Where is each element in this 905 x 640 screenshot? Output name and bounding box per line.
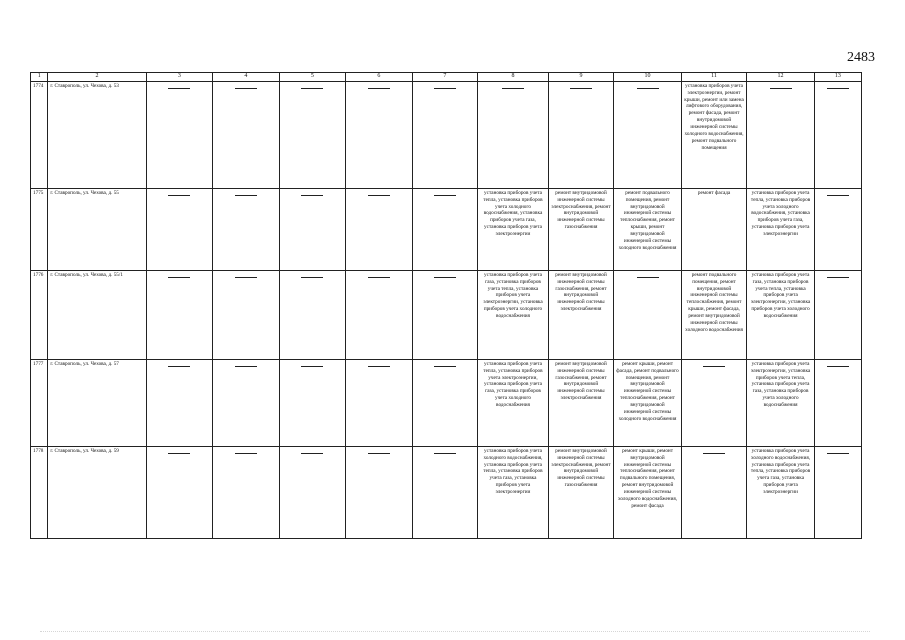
col-11-cell: ремонт фасада — [681, 188, 746, 270]
dash-mark — [168, 88, 190, 89]
table-row — [31, 188, 862, 270]
page-number: 2483 — [847, 50, 875, 65]
row-number: 1776 — [31, 270, 48, 359]
column-header: 8 — [478, 73, 549, 82]
col-8-cell: установка приборов учета тепла, установка приборов учета электроэнергии, установка приборов учета газа, установка приборов учета холодного водоснабжения — [478, 359, 549, 446]
column-header: 12 — [747, 73, 815, 82]
address-cell: г. Ставрополь, ул. Чехова, д. 55 — [48, 188, 146, 270]
address-cell: г. Ставрополь, ул. Чехова, д. 55/1 — [48, 270, 146, 359]
col-12-cell: установка приборов учета электроэнергии, установка приборов учета тепла, установка приборов учета газа, установка приборов учета холодного водоснабжения — [747, 359, 815, 446]
column-header: 7 — [412, 73, 477, 82]
dash-mark — [368, 453, 390, 454]
dash-mark — [827, 453, 849, 454]
register-table — [30, 72, 862, 539]
column-header: 11 — [681, 73, 746, 82]
column-header: 2 — [48, 73, 146, 82]
dash-mark — [434, 366, 456, 367]
dash-mark — [168, 195, 190, 196]
dash-mark — [301, 88, 323, 89]
dash-mark — [235, 453, 257, 454]
dash-mark — [827, 88, 849, 89]
col-5-cell — [279, 270, 346, 359]
col-3-cell — [146, 446, 213, 538]
col-7-cell — [412, 446, 477, 538]
col-10-cell: ремонт подвального помещения, ремонт внутридомовой инженерной системы теплоснабжения, ремонт крыши, ремонт внутридомовой инженерной системы холодного водоснабжения — [614, 188, 682, 270]
col-8-cell: установка приборов учета тепла, установка приборов учета холодного водоснабжения, установка приборов учета газа, установка приборов учета электроэнергии — [478, 188, 549, 270]
address-cell: г. Ставрополь, ул. Чехова, д. 59 — [48, 446, 146, 538]
column-header: 3 — [146, 73, 213, 82]
dash-mark — [235, 195, 257, 196]
dash-mark — [168, 277, 190, 278]
dash-mark — [235, 366, 257, 367]
dash-mark — [434, 88, 456, 89]
column-header: 13 — [814, 73, 861, 82]
col-7-cell — [412, 270, 477, 359]
dash-mark — [235, 88, 257, 89]
col-3-cell — [146, 81, 213, 188]
col-6-cell — [346, 188, 413, 270]
dash-mark — [637, 277, 659, 278]
column-header: 5 — [279, 73, 346, 82]
col-13-cell — [814, 188, 861, 270]
dash-mark — [703, 366, 725, 367]
col-10-cell: ремонт крыши, ремонт внутридомовой инженерной системы теплоснабжения, ремонт подвального помещения, ремонт внутридомовой инженерной системы холодного водоснабжения, ремонт фасада — [614, 446, 682, 538]
col-9-cell: ремонт внутридомовой инженерной системы электроснабжения, ремонт внутридомовой инженерной системы газоснабжения — [548, 446, 613, 538]
col-5-cell — [279, 81, 346, 188]
col-3-cell — [146, 270, 213, 359]
col-13-cell — [814, 81, 861, 188]
col-10-cell — [614, 270, 682, 359]
dash-mark — [434, 195, 456, 196]
row-number: 1778 — [31, 446, 48, 538]
col-4-cell — [213, 81, 280, 188]
dash-mark — [637, 88, 659, 89]
column-header: 6 — [346, 73, 413, 82]
dash-mark — [368, 277, 390, 278]
dash-mark — [301, 453, 323, 454]
col-11-cell — [681, 359, 746, 446]
address-cell: г. Ставрополь, ул. Чехова, д. 57 — [48, 359, 146, 446]
dash-mark — [301, 195, 323, 196]
column-header: 10 — [614, 73, 682, 82]
dash-mark — [368, 195, 390, 196]
dash-mark — [168, 366, 190, 367]
header-row — [31, 73, 862, 82]
row-number: 1775 — [31, 188, 48, 270]
col-4-cell — [213, 270, 280, 359]
col-12-cell: установка приборов учета газа, установка приборов учета тепла, установка приборов учета электроэнергии, установка приборов учета холодного водоснабжения — [747, 270, 815, 359]
col-7-cell — [412, 188, 477, 270]
col-10-cell: ремонт крыши, ремонт фасада, ремонт подвального помещения, ремонт внутридомовой инженерной системы теплоснабжения, ремонт внутридомовой инженерной системы холодного водоснабжения — [614, 359, 682, 446]
col-4-cell — [213, 359, 280, 446]
col-5-cell — [279, 359, 346, 446]
col-4-cell — [213, 188, 280, 270]
col-6-cell — [346, 446, 413, 538]
table-row — [31, 270, 862, 359]
table-row — [31, 359, 862, 446]
dash-mark — [301, 366, 323, 367]
dash-mark — [368, 88, 390, 89]
col-4-cell — [213, 446, 280, 538]
column-header: 1 — [31, 73, 48, 82]
column-header: 9 — [548, 73, 613, 82]
dash-mark — [770, 88, 792, 89]
table-row — [31, 81, 862, 188]
dash-mark — [703, 453, 725, 454]
col-11-cell: ремонт подвального помещения, ремонт внутридомовой инженерной системы теплоснабжения, ремонт крыши, ремонт фасада, ремонт внутридомовой инженерной системы холодного водоснабжения — [681, 270, 746, 359]
dash-mark — [235, 277, 257, 278]
col-8-cell — [478, 81, 549, 188]
col-8-cell: установка приборов учета газа, установка приборов учета тепла, установка приборов учета электроэнергии, установка приборов учета холодного водоснабжения — [478, 270, 549, 359]
dash-mark — [368, 366, 390, 367]
table-row — [31, 446, 862, 538]
col-9-cell: ремонт внутридомовой инженерной системы электроснабжения, ремонт внутридомовой инженерной системы газоснабжения — [548, 188, 613, 270]
col-13-cell — [814, 359, 861, 446]
col-5-cell — [279, 188, 346, 270]
col-9-cell: ремонт внутридомовой инженерной системы газоснабжения, ремонт внутридомовой инженерной системы электроснабжения — [548, 270, 613, 359]
row-number: 1777 — [31, 359, 48, 446]
col-12-cell — [747, 81, 815, 188]
dash-mark — [827, 195, 849, 196]
dash-mark — [827, 277, 849, 278]
col-6-cell — [346, 81, 413, 188]
dash-mark — [827, 366, 849, 367]
table-body — [31, 81, 862, 538]
col-5-cell — [279, 446, 346, 538]
dash-mark — [434, 277, 456, 278]
col-6-cell — [346, 270, 413, 359]
col-12-cell: установка приборов учета холодного водоснабжения, установка приборов учета тепла, установка приборов учета газа, установка приборов учета электроэнергии — [747, 446, 815, 538]
col-13-cell — [814, 446, 861, 538]
dash-mark — [301, 277, 323, 278]
column-header: 4 — [213, 73, 280, 82]
col-7-cell — [412, 359, 477, 446]
dash-mark — [434, 453, 456, 454]
dash-mark — [570, 88, 592, 89]
col-3-cell — [146, 359, 213, 446]
col-9-cell — [548, 81, 613, 188]
col-7-cell — [412, 81, 477, 188]
dash-mark — [168, 453, 190, 454]
col-11-cell — [681, 446, 746, 538]
row-number: 1774 — [31, 81, 48, 188]
scan-noise — [40, 631, 870, 634]
col-11-cell: установка приборов учета электроэнергии, ремонт крыши, ремонт или замена лифтового оборудования, ремонт фасада, ремонт внутридомовой инженерной системы холодного водоснабжения, ремонт подвального помещения — [681, 81, 746, 188]
col-3-cell — [146, 188, 213, 270]
address-cell: г. Ставрополь, ул. Чехова, д. 53 — [48, 81, 146, 188]
col-13-cell — [814, 270, 861, 359]
col-12-cell: установка приборов учета тепла, установка приборов учета холодного водоснабжения, установка приборов учета газа, установка приборов учета электроэнергии — [747, 188, 815, 270]
col-6-cell — [346, 359, 413, 446]
dash-mark — [502, 88, 524, 89]
col-8-cell: установка приборов учета холодного водоснабжения, установка приборов учета тепла, установка приборов учета газа, установка приборов учета электроэнергии — [478, 446, 549, 538]
col-10-cell — [614, 81, 682, 188]
col-9-cell: ремонт внутридомовой инженерной системы газоснабжения, ремонт внутридомовой инженерной системы электроснабжения — [548, 359, 613, 446]
